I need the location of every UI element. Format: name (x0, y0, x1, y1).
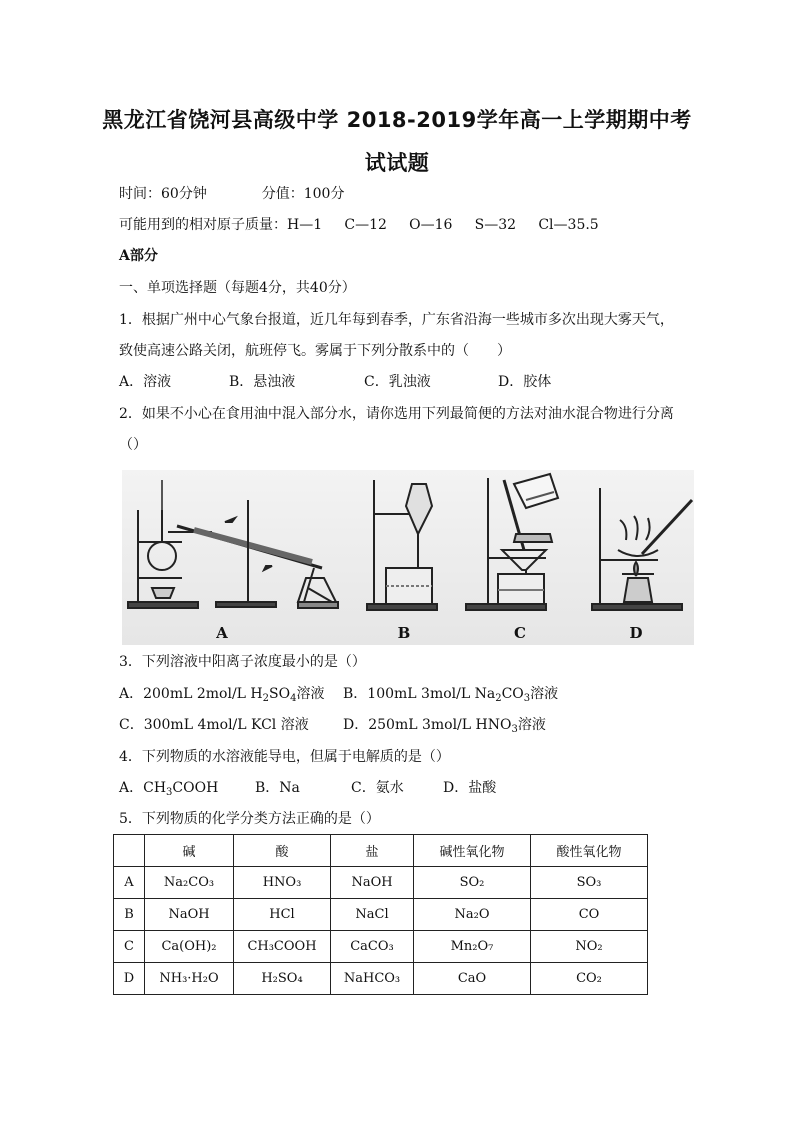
table-header-row (114, 835, 648, 867)
q3-options-row1 (119, 684, 558, 704)
table-cell: Na₂CO₃ (145, 867, 234, 899)
q3-option-b[interactable]: B．100mL 3mol/L $Na_2CO_3$溶液 (343, 686, 559, 704)
q4-option-d[interactable]: D．盐酸 (443, 780, 497, 796)
table-cell: D (114, 963, 145, 995)
exam-time: 时间：60分钟 (119, 186, 207, 202)
exam-score: 分值：100分 (261, 186, 345, 202)
q3-stem: 3．下列溶液中阳离子浓度最小的是（） (119, 654, 366, 670)
table-header-cell: 酸 (234, 835, 331, 867)
q1-option-a[interactable]: A．溶液 (119, 374, 172, 390)
exam-title-line1: 黑龙江省饶河县高级中学 2018-2019学年高一上学期期中考 (102, 108, 692, 132)
q3-option-a[interactable]: A．200mL 2mol/L $H_2SO_4$溶液 (119, 686, 325, 704)
q5-stem: 5．下列物质的化学分类方法正确的是（） (119, 811, 380, 827)
separation-apparatus-figure (122, 470, 694, 645)
q1-options (119, 372, 551, 392)
table-cell: CO (531, 899, 648, 931)
table-cell: CaO (414, 963, 531, 995)
classification-table (113, 834, 648, 995)
apparatus-label-b: B (397, 624, 411, 642)
section-heading: 一、单项选择题（每题4分，共40分） (119, 280, 356, 296)
q4-option-a[interactable]: A．$CH_3COOH$ (119, 780, 219, 798)
table-row (114, 963, 648, 995)
q1-stem-line2: 致使高速公路关闭，航班停飞。雾属于下列分散系中的（ ） (119, 343, 511, 359)
table-cell: CH₃COOH (234, 931, 331, 963)
table-cell: C (114, 931, 145, 963)
table-cell: NaCl (331, 899, 414, 931)
table-header-cell (114, 835, 145, 867)
q1-option-b[interactable]: B．悬浊液 (229, 374, 296, 390)
exam-title-line2: 试试题 (364, 151, 430, 175)
table-row (114, 899, 648, 931)
q1-option-d[interactable]: D．胶体 (498, 374, 552, 390)
q1-option-c[interactable]: C．乳浊液 (364, 374, 431, 390)
q4-options (119, 778, 496, 798)
table-cell: HCl (234, 899, 331, 931)
q3-option-d[interactable]: D．250mL 3mol/L $HNO_3$溶液 (343, 717, 546, 735)
q3-options-row2 (119, 715, 546, 735)
table-cell: NH₃·H₂O (145, 963, 234, 995)
table-header-cell: 酸性氧化物 (531, 835, 648, 867)
part-heading: A部分 (119, 248, 158, 264)
table-cell: CO₂ (531, 963, 648, 995)
q1-stem-line1: 1．根据广州中心气象台报道，近几年每到春季，广东省沿海一些城市多次出现大雾天气， (119, 312, 674, 328)
exam-info (119, 184, 344, 204)
table-cell: HNO₃ (234, 867, 331, 899)
table-cell: B (114, 899, 145, 931)
table-header-cell: 碱 (145, 835, 234, 867)
table-cell: SO₃ (531, 867, 648, 899)
table-cell: H₂SO₄ (234, 963, 331, 995)
table-cell: NaOH (331, 867, 414, 899)
q4-stem: 4．下列物质的水溶液能导电，但属于电解质的是（） (119, 749, 450, 765)
table-cell: NO₂ (531, 931, 648, 963)
table-cell: NaHCO₃ (331, 963, 414, 995)
table-row (114, 867, 648, 899)
table-cell: CaCO₃ (331, 931, 414, 963)
apparatus-label-a: A (216, 624, 228, 642)
q4-option-c[interactable]: C．氨水 (351, 780, 404, 796)
q2-stem-line2: （） (119, 437, 147, 453)
table-cell: NaOH (145, 899, 234, 931)
apparatus-label-c: C (514, 624, 526, 642)
table-cell: A (114, 867, 145, 899)
table-header-cell: 碱性氧化物 (414, 835, 531, 867)
apparatus-label-d: D (629, 624, 643, 642)
table-cell: Mn₂O₇ (414, 931, 531, 963)
table-row (114, 931, 648, 963)
table-cell: Na₂O (414, 899, 531, 931)
q4-option-b[interactable]: B．Na (255, 780, 300, 796)
table-header-cell: 盐 (331, 835, 414, 867)
q3-option-c[interactable]: C．300mL 4mol/L KCl 溶液 (119, 717, 309, 733)
atomic-masses: 可能用到的相对原子质量：H—1 C—12 O—16 S—32 Cl—35.5 (119, 217, 599, 233)
table-cell: Ca(OH)₂ (145, 931, 234, 963)
table-cell: SO₂ (414, 867, 531, 899)
q2-stem-line1: 2．如果不小心在食用油中混入部分水，请你选用下列最简便的方法对油水混合物进行分离 (119, 406, 674, 422)
